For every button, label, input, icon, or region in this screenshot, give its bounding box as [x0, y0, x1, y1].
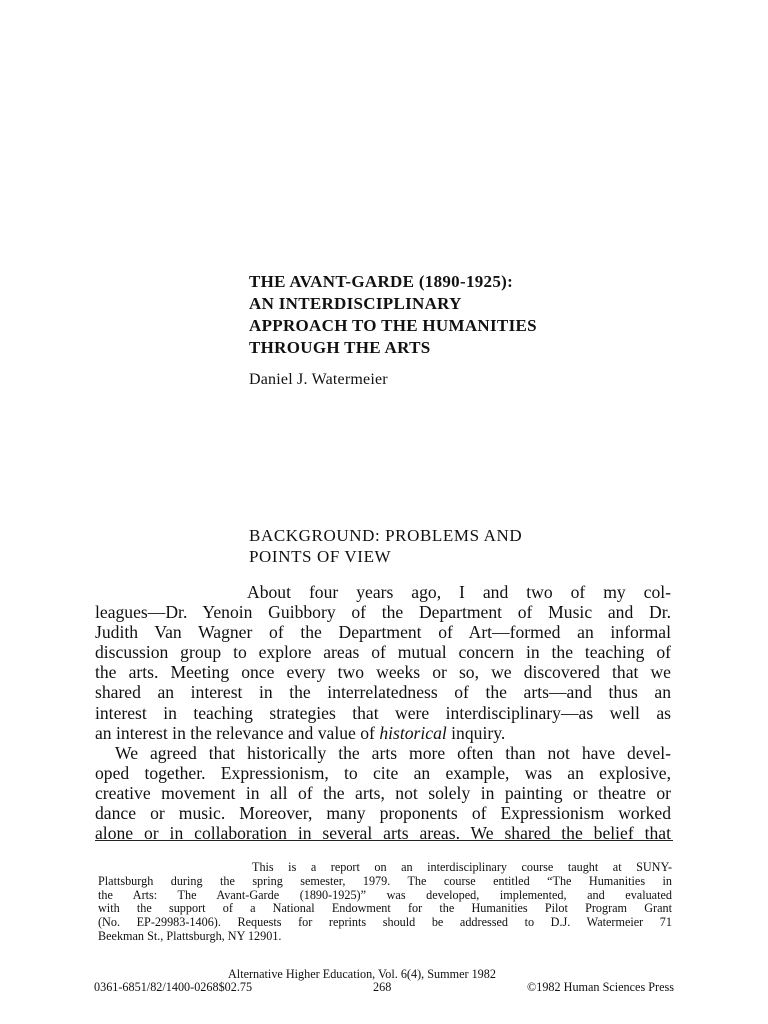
paragraph-line: the arts. Meeting once every two weeks or so, we discovered that we [95, 662, 671, 683]
paragraph-line: We agreed that historically the arts more often than not have devel- [115, 742, 671, 763]
footnote-line: Beekman St., Plattsburgh, NY 12901. [98, 928, 282, 943]
footnote-divider [95, 840, 673, 841]
publication-info [94, 980, 674, 994]
heading-line: POINTS OF VIEW [249, 547, 392, 566]
title-line: THROUGH THE ARTS [249, 338, 431, 357]
paragraph-text: inquiry. [446, 722, 506, 743]
footnote-line: the Arts: The Avant-Garde (1890-1925)” was developed, implemented, and evaluated [98, 887, 672, 902]
footnote-line: This is a report on an interdisciplinary course taught at SUNY- [252, 860, 672, 874]
section-heading [249, 525, 669, 567]
footnote-line: (No. EP-29983-1406). Requests for reprints should be addressed to D.J. Watermeier 71 [98, 915, 672, 930]
paragraph-line: leagues—Dr. Yenoin Guibbory of the Department of Music and Dr. [95, 602, 671, 623]
paragraph-line: About four years ago, I and two of my col- [247, 582, 671, 602]
body-text [95, 582, 671, 843]
paragraph-text: an interest in the relevance and value of [95, 722, 380, 743]
page-number: 268 [373, 980, 392, 994]
title-line: APPROACH TO THE HUMANITIES [249, 316, 537, 335]
author-name: Daniel J. Watermeier [249, 371, 388, 388]
emphasized-word: historical [379, 722, 447, 743]
issn-code: 0361-6851/82/1400-0268$02.75 [94, 980, 253, 994]
article-title [249, 271, 669, 359]
footnote [98, 861, 672, 944]
footnote-line: with the support of a National Endowment for the Humanities Pilot Program Grant [98, 901, 672, 916]
title-line: AN INTERDISCIPLINARY [249, 294, 462, 313]
journal-citation: Alternative Higher Education, Vol. 6(4), Summer 1982 [228, 967, 496, 981]
paragraph-line: alone or in collaboration in several arts areas. We shared the belief that [95, 823, 671, 844]
paragraph-line [95, 723, 671, 743]
footnote-line: Plattsburgh during the spring semester, 1979. The course entitled “The Humanities in [98, 873, 672, 888]
paragraph-line: Judith Van Wagner of the Department of Art—formed an informal [95, 622, 671, 643]
paragraph-line: dance or music. Moreover, many proponents of Expressionism worked [95, 803, 671, 824]
heading-line: BACKGROUND: PROBLEMS AND [249, 526, 523, 545]
paragraph-line: shared an interest in the interrelatedness of the arts—and thus an [95, 682, 671, 703]
paragraph-line: interest in teaching strategies that were interdisciplinary—as well as [95, 702, 671, 723]
title-line: THE AVANT-GARDE (1890-1925): [249, 272, 514, 291]
copyright-notice: ©1982 Human Sciences Press [526, 980, 674, 994]
paragraph-line: discussion group to explore areas of mutual concern in the teaching of [95, 642, 671, 663]
paragraph-line: oped together. Expressionism, to cite an example, was an explosive, [95, 762, 671, 783]
paragraph-line: creative movement in all of the arts, not solely in painting or theatre or [95, 782, 671, 803]
